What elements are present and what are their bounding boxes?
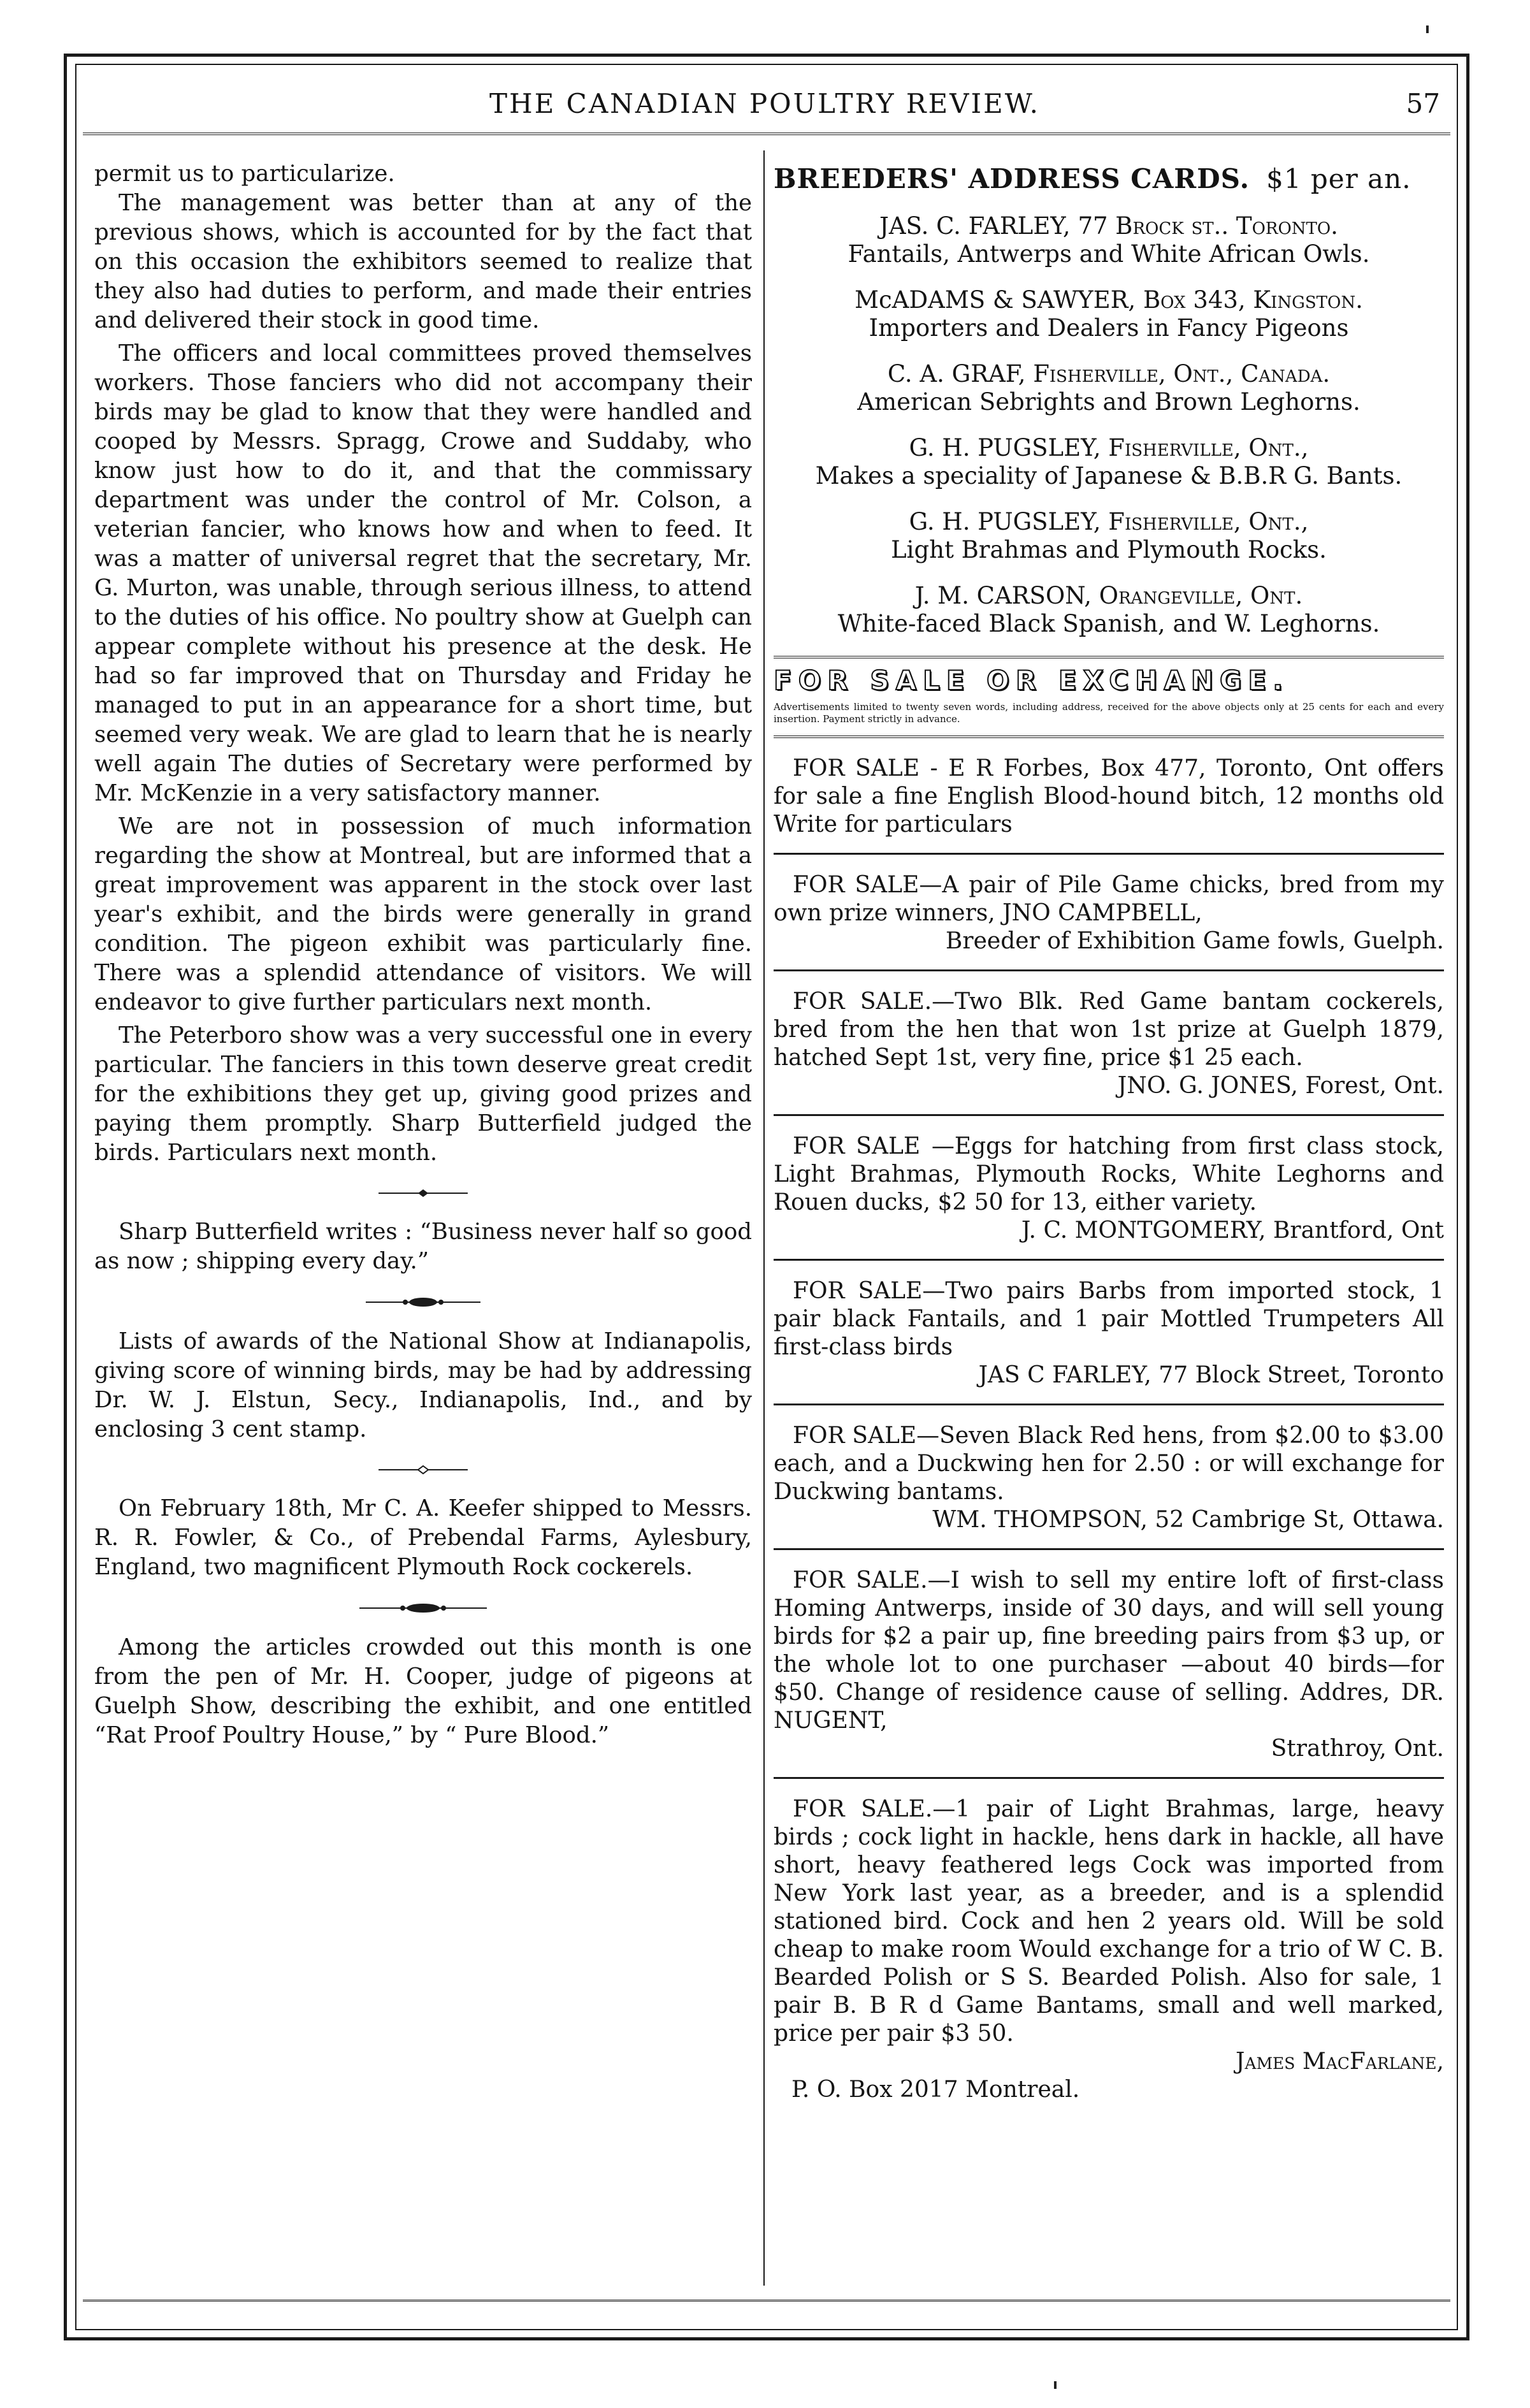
ad-text: FOR SALE —Eggs for hatching from first class stock, Light Brahmas, Plymouth Rocks, White Leghorns and Rouen ducks, $2 50 for 13, either variety. [774,1133,1444,1215]
breeder-name: McADAMS & SAWYER, [855,286,1136,314]
breeder-description: Importers and Dealers in Fancy Pigeons [869,314,1349,342]
ad-text: FOR SALE.—1 pair of Light Brahmas, large, heavy birds ; cock light in hackle, hens dark in hackle, all have short, heavy feathered legs Cock was imported from New York last year, as a breeder, and is a splendid stationed bird. Cock and hen 2 years old. Will be sold cheap to make room Would exchange for a trio of W C. B. Bearded Polish or S S. Bearded Polish. Also for sale, 1 pair B. B R d Game Bantams, small and well marked, price per pair $3 50. [774,1796,1444,2047]
ad-signature: WM. THOMPSON, 52 Cambrige St, Ottawa. [932,1507,1444,1533]
breeder-card [774,286,1444,342]
breeder-description: Makes a speciality of Japanese & B.B.R G. Bants. [815,462,1403,490]
classified-ad [774,1261,1444,1405]
classified-ad [774,1550,1444,1779]
page-number: 57 [1406,88,1440,119]
news-item: Among the articles crowded out this month is one from the pen of Mr. H. Cooper, judge of pigeons at Guelph Show, describing the exhibit, and one entitled “Rat Proof Poultry House,” by “ Pure Blood.” [94,1634,752,1748]
article-paragraph: permit us to particularize. [94,161,395,187]
column-divider [763,150,765,2286]
ad-signature: JNO. G. JONES, Forest, Ont. [1117,1073,1444,1099]
section-ornament [94,1296,752,1308]
breeders-cards-heading [774,163,1444,194]
breeder-card [774,582,1444,638]
article-paragraph: The management was better than at any of the previous shows, which is accounted for by the fact that on this occasion the exhibitors seemed to realize that they also had duties to perform, and made their entries and delivered their stock in good time. [94,190,752,333]
breeder-name: J. M. CARSON, [914,582,1092,609]
breeder-address: Box 343, Kingston. [1143,286,1363,314]
news-item: Lists of awards of the National Show at Indianapolis, giving score of winning birds, may be had by addressing Dr. W. J. Elstun, Secy., Indianapolis, Ind., and by enclosing 3 cent stamp. [94,1328,752,1442]
section-ornament [94,1602,752,1614]
article-paragraph: We are not in possession of much information regarding the show at Montreal, but are informed that a great improvement was apparent in the stock over last year's exhibit, and the birds were generally in grand condition. The pigeon exhibit was particularly fine. There was a splendid attendance of visitors. We will endeavor to give further particulars next month. [94,813,752,1015]
for-sale-heading: FOR SALE OR EXCHANGE. [774,665,1290,696]
ad-signature: J. C. MONTGOMERY, Brantford, Ont [1021,1217,1444,1244]
classified-ad [774,855,1444,971]
breeder-description: American Sebrights and Brown Leghorns. [857,388,1360,416]
ad-signature: Strathroy, Ont. [1271,1736,1444,1762]
breeder-address: Fisherville, Ont., [1108,508,1309,535]
ink-speck [1054,2381,1057,2389]
right-column [774,163,1444,2118]
ad-signature: JAS C FARLEY, 77 Block Street, Toronto [978,1362,1444,1388]
breeder-description: Fantails, Antwerps and White African Owls. [848,240,1370,268]
breeder-card [774,360,1444,416]
for-sale-terms: Advertisements limited to twenty seven words, including address, received for the above objects only at 25 cents for each and every insertion. Payment strictly in advance. [774,701,1444,725]
ad-text: FOR SALE.—I wish to sell my entire loft of first-class Homing Antwerps, inside of 30 days, and will sell young birds for $2 a pair up, fine breeding pairs from $3 up, or the whole lot to one purchaser —about 40 birds—for $50. Change of residence cause of selling. Addres, DR. NUGENT, [774,1567,1444,1734]
breeder-address: 77 Brock st.. Toronto. [1078,212,1338,240]
footer-divider [83,2300,1450,2304]
breeder-name: JAS. C. FARLEY, [879,212,1071,240]
breeders-cards-title: BREEDERS' ADDRESS CARDS. [774,163,1250,194]
ad-text: FOR SALE—Two pairs Barbs from imported stock, 1 pair black Fantails, and 1 pair Mottled Trumpeters All first-class birds [774,1278,1444,1360]
breeder-address: Fisherville, Ont., [1108,434,1309,461]
ad-text: FOR SALE - E R Forbes, Box 477, Toronto, Ont offers for sale a fine English Blood-hound bitch, 12 months old Write for particulars [774,755,1444,838]
classified-ad [774,971,1444,1116]
classified-ad [774,1116,1444,1261]
news-item: Sharp Butterfield writes : “Business never half so good as now ; shipping every day.” [94,1219,752,1274]
classified-ad [774,1405,1444,1550]
classified-ad [774,738,1444,855]
breeder-description: Light Brahmas and Plymouth Rocks. [891,536,1327,563]
ad-text: FOR SALE.—Two Blk. Red Game bantam cockerels, bred from the hen that won 1st prize at Guelph 1879, hatched Sept 1st, very fine, price $1 25 each. [774,989,1444,1071]
breeder-name: G. H. PUGSLEY, [909,508,1101,535]
page-title: THE CANADIAN POULTRY REVIEW. [489,88,1040,119]
news-item: On February 18th, Mr C. A. Keefer shipped to Messrs. R. R. Fowler, & Co., of Prebendal Farms, Aylesbury, England, two magnificent Plymouth Rock cockerels. [94,1495,752,1580]
breeder-name: G. H. PUGSLEY, [909,434,1101,461]
breeder-card [774,212,1444,268]
breeder-card [774,434,1444,490]
left-column [94,159,752,1750]
article-paragraph: The officers and local committees proved themselves workers. Those fanciers who did not accompany their birds may be glad to know that they were handled and cooped by Messrs. Spragg, Crowe and Suddaby, who know just how to do it, and that the commissary department was under the control of Mr. Colson, a veterian fancier, who knows how and when to feed. It was a matter of universal regret that the secretary, Mr. G. Murton, was unable, through serious illness, to attend to the duties of his office. No poultry show at Guelph can appear complete without his presence at the desk. He had so far improved that on Thursday and Friday he managed to put in an appearance for a short time, but seemed very weak. We are glad to learn that he is nearly well again The duties of Secretary were performed by Mr. McKenzie in a very satisfactory manner. [94,340,752,806]
breeder-description: White-faced Black Spanish, and W. Leghorns. [837,610,1380,637]
classified-ad [774,1779,1444,2118]
section-ornament [94,1465,752,1475]
header-divider [83,133,1450,138]
ad-signature-address: P. O. Box 2017 Montreal. [791,2077,1080,2103]
ad-signature: James MacFarlane, [1235,2049,1444,2075]
article-paragraph: The Peterboro show was a very successful one in every particular. The fanciers in this town deserve great credit for the exhibitions they get up, giving good prizes and paying them promptly. Sharp Butterfield judged the birds. Particulars next month. [94,1022,752,1166]
ad-text: FOR SALE—A pair of Pile Game chicks, bred from my own prize winners, JNO CAMPBELL, [774,872,1444,926]
section-ornament [94,1188,752,1198]
breeders-cards-price: $1 per an. [1266,163,1411,194]
breeder-address: Fisherville, Ont., Canada. [1033,360,1331,388]
ad-signature: Breeder of Exhibition Game fowls, Guelph. [945,928,1444,954]
breeder-card [774,508,1444,564]
breeder-address: Orangeville, Ont. [1099,582,1303,609]
ink-speck [1426,25,1429,33]
ad-text: FOR SALE—Seven Black Red hens, from $2.00 to $3.00 each, and a Duckwing hen for 2.50 : or will exchange for Duckwing bantams. [774,1423,1444,1505]
breeder-name: C. A. GRAF, [887,360,1026,388]
